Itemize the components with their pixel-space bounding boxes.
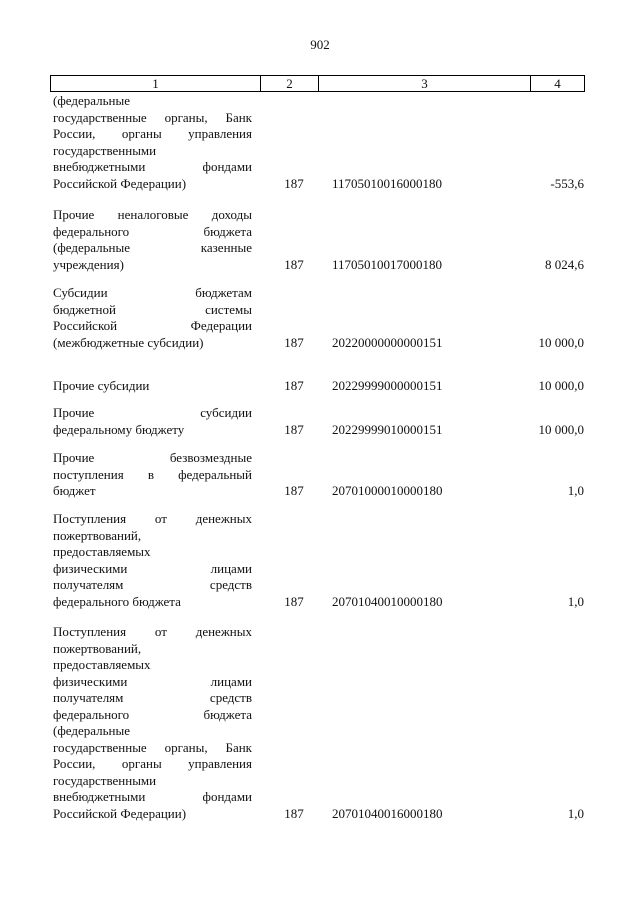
row-name-line: федеральному бюджету [53,421,185,437]
row-name-line: государственные органы, Банк [53,739,252,755]
row-name-line: Прочие субсидии [53,405,252,420]
row-code: 20229999000000151 [332,378,443,393]
row-name-line: физическими лицами [53,673,252,689]
table-header [50,75,585,92]
page-number: 902 [310,37,330,52]
row-name-line: пожертвований, [53,640,142,656]
row-name [53,93,252,192]
row-name-line: внебюджетными фондами [53,789,252,804]
row-value: 10 000,0 [538,378,584,393]
row-code: 20701040016000180 [332,805,443,821]
header-col-3: 3 [319,76,531,91]
row-name-line: Прочие неналоговые доходы [53,207,252,222]
row-value: 1,0 [567,483,584,498]
row-admin: 187 [284,256,304,272]
row-name-line: получателям средств [53,577,252,592]
row-admin: 187 [284,593,304,609]
row-name-line: федерального бюджета [53,223,252,239]
row-name-line: федерального бюджета [53,593,181,609]
row-name-line: России, органы управления [53,756,252,771]
row-name-line: Российской Федерации [53,318,252,333]
row-name-line: предоставляемых [53,544,151,559]
row-name-line: (федеральные казенные [53,240,252,255]
row-name-line: государственными [53,142,157,158]
row-admin: 187 [284,805,304,821]
row-name-line: Прочие безвозмездные [53,450,252,465]
row-name-line: (федеральные [53,93,130,108]
row-name-line: пожертвований, [53,527,142,543]
row-value: 1,0 [567,593,584,609]
row-admin: 187 [284,421,304,437]
row-value: 8 024,6 [545,256,584,272]
row-code: 20229999010000151 [332,421,443,437]
row-admin: 187 [284,483,304,498]
row-name-line: Российской Федерации) [53,175,187,191]
header-col-1: 1 [51,76,261,91]
row-admin: 187 [284,378,304,393]
header-col-4: 4 [554,76,561,91]
row-name [53,450,252,500]
row-name-line: поступления в федеральный [53,466,252,482]
row-name-line: учреждения) [53,256,124,272]
row-name-line: (межбюджетные субсидии) [53,334,204,350]
row-name-line: федерального бюджета [53,706,252,722]
row-value: 10 000,0 [538,421,584,437]
row-name-line: Прочие субсидии [53,378,150,393]
row-name-line: физическими лицами [53,560,252,576]
row-name-line: государственными [53,772,157,788]
row-code: 20701040010000180 [332,593,443,609]
row-code: 11705010016000180 [332,175,443,191]
row-code: 20220000000000151 [332,334,443,350]
row-admin: 187 [284,334,304,350]
row-name [53,624,252,822]
row-name-line: внебюджетными фондами [53,159,252,174]
row-name [53,285,252,351]
row-name [53,378,252,395]
row-name-line: бюджет [53,483,96,498]
row-name-line: предоставляемых [53,657,151,672]
row-code: 20701000010000180 [332,483,443,498]
row-code: 11705010017000180 [332,256,443,272]
row-name-line: Поступления от денежных [53,511,252,526]
row-name-line: (федеральные [53,723,130,738]
row-name-line: России, органы управления [53,126,252,141]
row-value: 10 000,0 [538,334,584,350]
row-name-line: Российской Федерации) [53,805,187,821]
row-admin: 187 [284,175,304,191]
row-value: -553,6 [550,175,584,191]
row-name [53,207,252,273]
row-name-line: Поступления от денежных [53,624,252,639]
row-name-line: Субсидии бюджетам [53,285,252,300]
row-name-line: государственные органы, Банк [53,109,252,125]
row-value: 1,0 [567,805,584,821]
row-name-line: получателям средств [53,690,252,705]
row-name [53,405,252,438]
row-name [53,511,252,610]
header-col-2: 2 [261,76,319,91]
row-name-line: бюджетной системы [53,301,252,317]
